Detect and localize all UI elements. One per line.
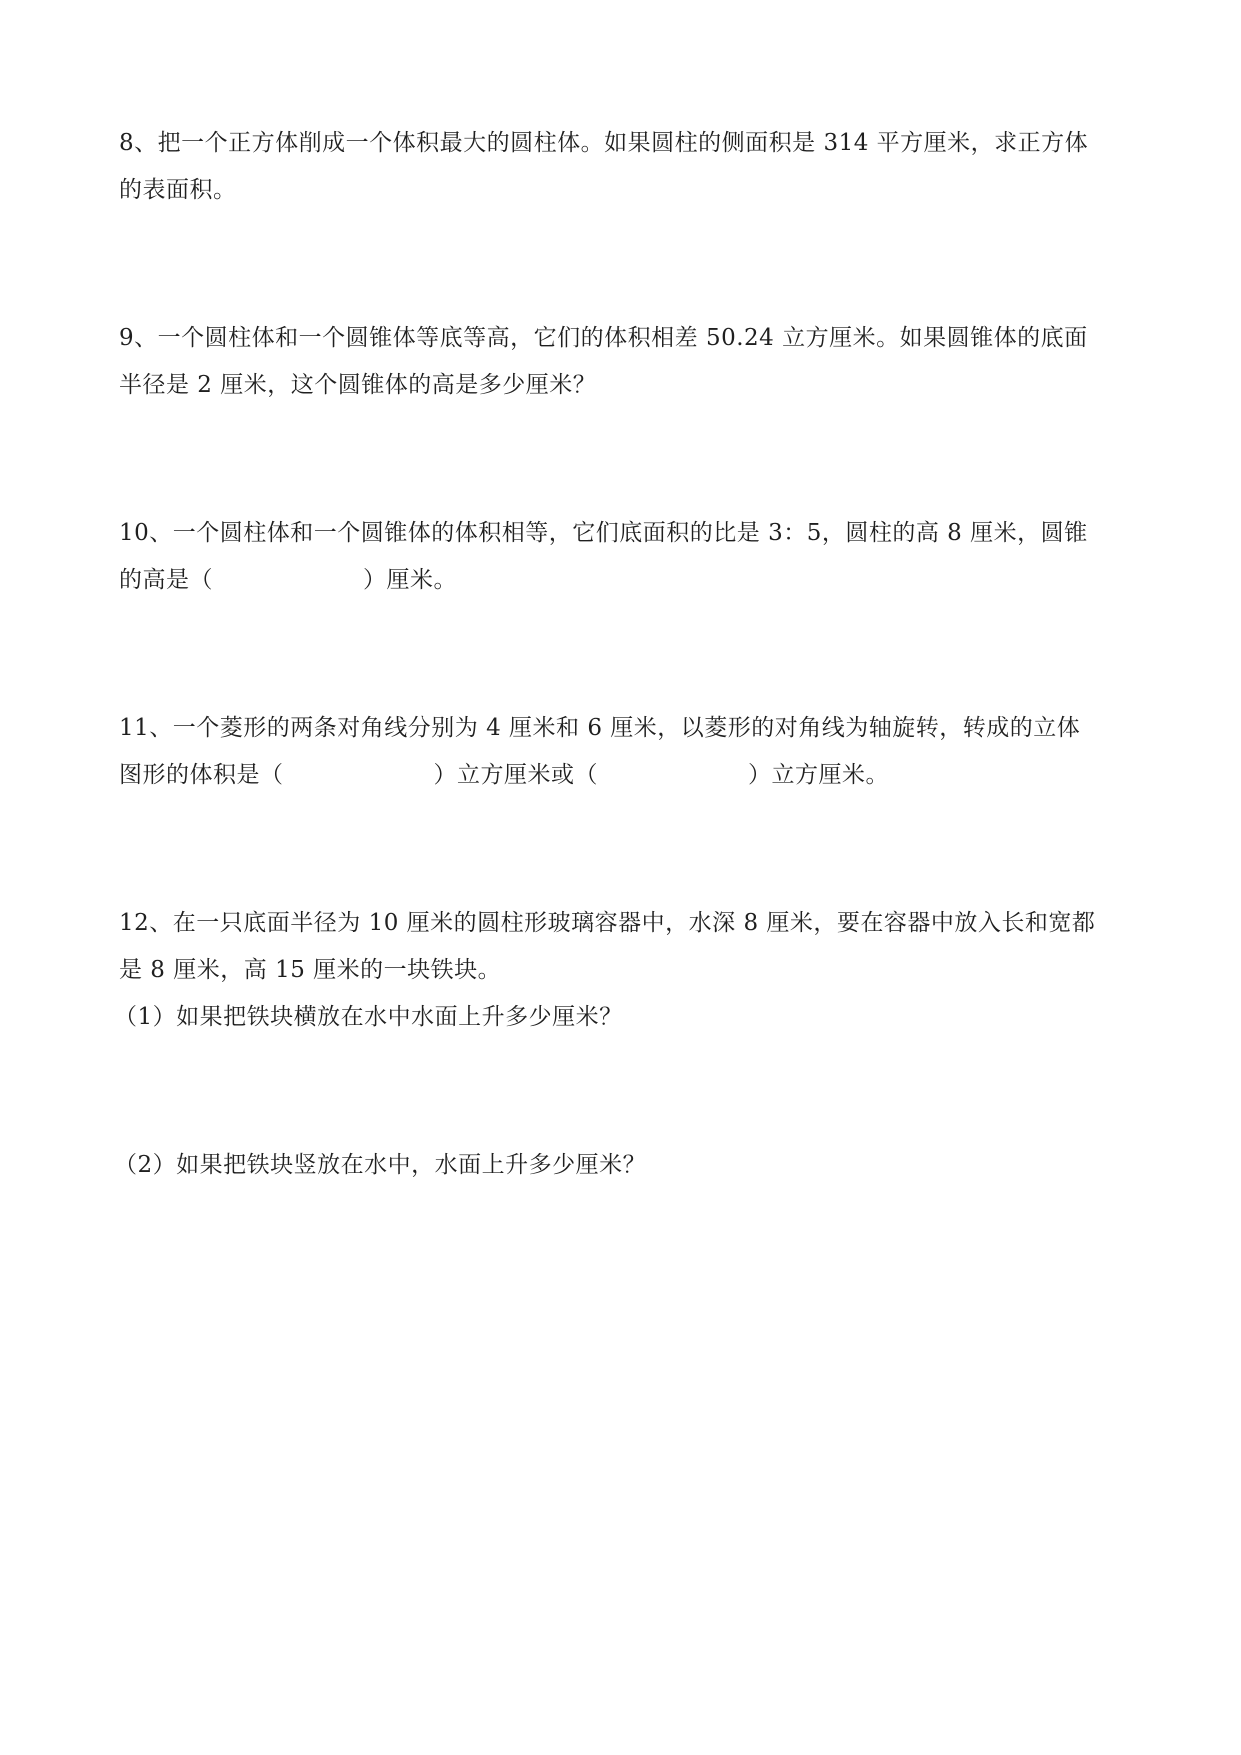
question-8-line-1: 8、把一个正方体削成一个体积最大的圆柱体。如果圆柱的侧面积是 314 平方厘米，求正方体 — [119, 130, 1089, 156]
question-9-line-1: 9、一个圆柱体和一个圆锥体等底等高，它们的体积相差 50.24 立方厘米。如果圆锥体的底面 — [119, 325, 1088, 351]
question-10-line-2 — [119, 563, 1129, 597]
question-12-sub-2: （2）如果把铁块竖放在水中，水面上升多少厘米？ — [114, 1152, 647, 1178]
question-11-text-c: ）立方厘米。 — [748, 762, 889, 788]
question-11-text-a: 图形的体积是（ — [119, 762, 284, 788]
question-12-sub-1: （1）如果把铁块横放在水中水面上升多少厘米？ — [114, 1004, 623, 1030]
question-11-text-b: ）立方厘米或（ — [433, 762, 598, 788]
question-9-line-2: 半径是 2 厘米，这个圆锥体的高是多少厘米？ — [119, 372, 597, 398]
question-10-text-b: ）厘米。 — [363, 567, 457, 593]
question-12-line-2: 是 8 厘米，高 15 厘米的一块铁块。 — [119, 957, 502, 983]
question-11-line-1: 11、一个菱形的两条对角线分别为 4 厘米和 6 厘米，以菱形的对角线为轴旋转，转成的立体 — [119, 715, 1081, 741]
question-8-line-2: 的表面积。 — [119, 177, 237, 203]
question-10-text-a: 的高是（ — [119, 567, 213, 593]
question-10-line-1: 10、一个圆柱体和一个圆锥体的体积相等，它们底面积的比是 3：5，圆柱的高 8 厘米，圆锥 — [119, 520, 1088, 546]
question-11-line-2 — [119, 758, 1129, 792]
question-12-line-1: 12、在一只底面半径为 10 厘米的圆柱形玻璃容器中，水深 8 厘米，要在容器中放入长和宽都 — [119, 910, 1096, 936]
